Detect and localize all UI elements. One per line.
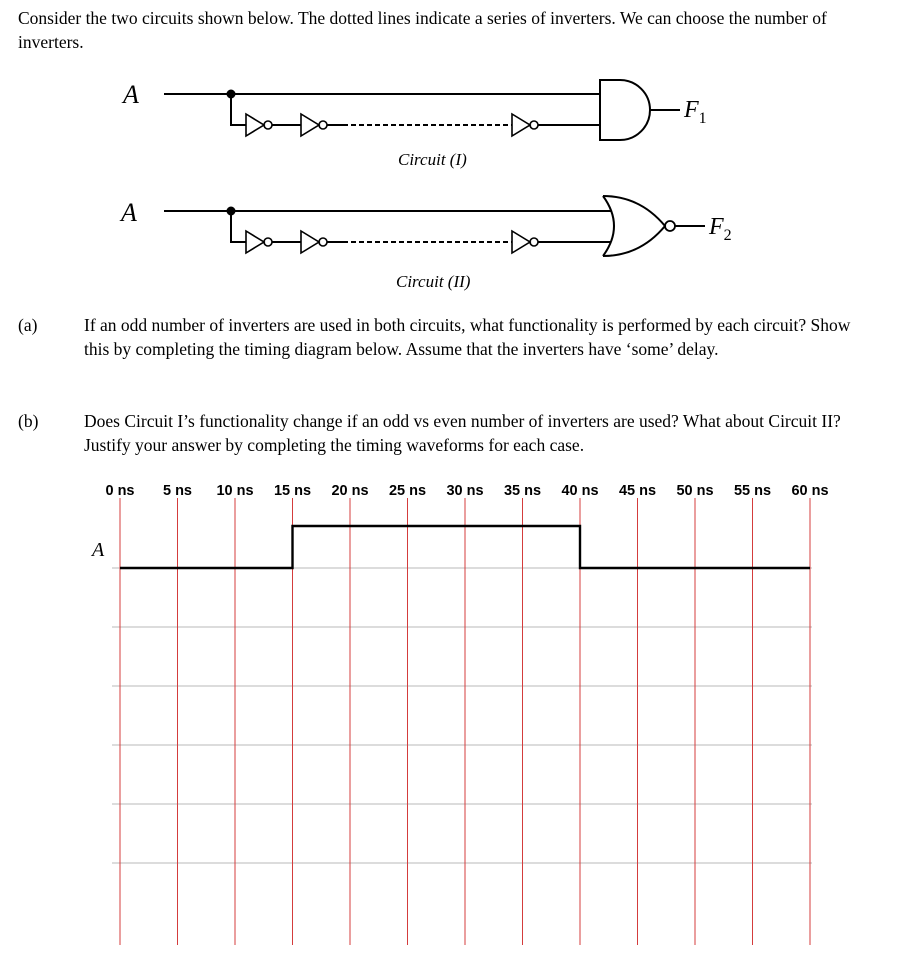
intro-text: Consider the two circuits shown below. The dotted lines indicate a series of inverters. We can choose the number of inverters. [18,8,827,52]
circuit-2 [164,196,705,256]
circuit-2-inverter-1 [246,231,272,253]
question-a-text: If an odd number of inverters are used in both circuits, what functionality is performed by each circuit? Show this by completing the timing diagram below. Assume that the inverters have ‘some’ delay. [84,315,851,359]
timing-tick-labels [105,483,828,499]
timing-tick-label: 25 ns [388,483,427,499]
circuit-2-inverter-2 [301,231,327,253]
timing-tick-label: 35 ns [503,483,542,499]
timing-tick-label: 30 ns [446,483,484,499]
question-b-text: Does Circuit I’s functionality change if an odd vs even number of inverters are used? What about Circuit II? Justify your answer by completing the timing waveforms for each case. [84,411,841,455]
circuit-1-and-gate [600,80,650,140]
circuit-1-input-label: A [123,80,139,109]
circuit-2-output-label: F2 [709,214,732,244]
timing-tick-label: 50 ns [676,483,714,499]
circuit-diagrams [0,0,898,300]
circuit-1-caption: Circuit (I) [398,150,467,169]
question-b-label: (b) [18,411,39,431]
timing-row-lines [112,568,812,863]
circuit-1-branch-wire [231,94,246,125]
circuit-2-input-label: A [121,198,137,227]
timing-diagram [0,470,898,950]
timing-tick-label: 20 ns [331,483,369,499]
timing-tick-label: 45 ns [618,483,657,499]
circuit-2-caption: Circuit (II) [396,272,471,291]
circuit-2-branch-wire [231,211,246,242]
circuit-1-inverter-2 [301,114,327,136]
circuit-1-inverter-n [512,114,538,136]
timing-tick-label: 10 ns [216,483,254,499]
timing-tick-label: 5 ns [162,483,193,499]
circuit-1-inverter-1 [246,114,272,136]
timing-tick-label: 60 ns [791,483,829,499]
timing-tick-label: 15 ns [273,483,312,499]
circuit-2-inverter-n [512,231,538,253]
circuit-2-nor-gate [603,196,675,256]
timing-grid-lines [120,498,810,945]
timing-tick-label: 0 ns [105,483,135,499]
circuit-1 [164,80,680,140]
timing-tick-label: 40 ns [561,483,599,499]
signal-a-label: A [92,539,105,561]
timing-tick-label: 55 ns [733,483,772,499]
question-a-label: (a) [18,315,38,335]
circuit-1-output-label: F1 [684,97,707,127]
